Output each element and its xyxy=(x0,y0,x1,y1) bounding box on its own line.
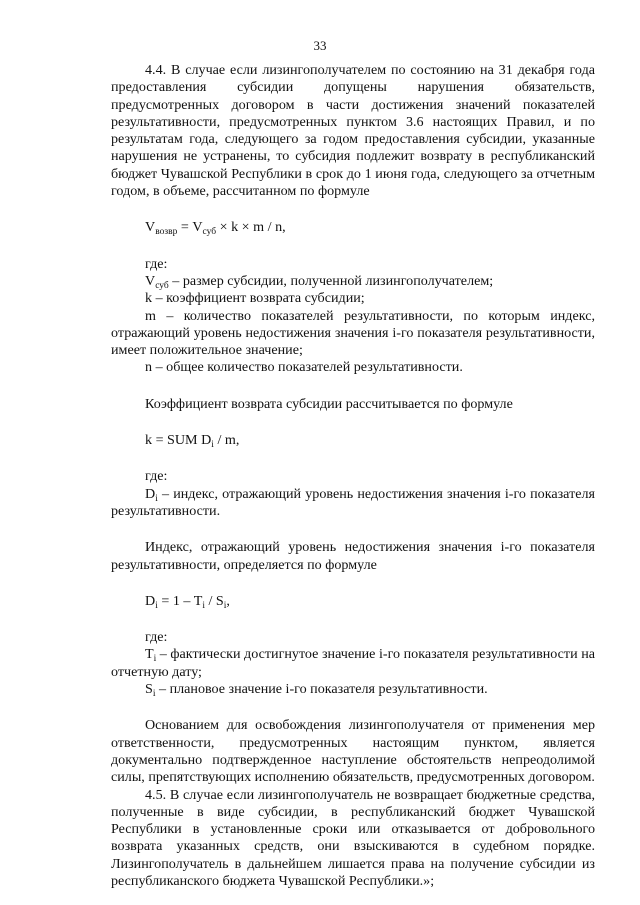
definition-v-sub: $V_{суб}$ – размер субсидии, полученной лизингополучателем; xyxy=(145,272,494,291)
definition-d: $D_i$ – индекс, отражающий уровень недостижения значения i-го показателя результативности. xyxy=(111,485,595,519)
document-body xyxy=(111,62,595,890)
formula-index: $D_i = 1 - T_i / S_i$, xyxy=(145,592,230,611)
definition-s: $S_i$ – плановое значение i-го показателя результативности. xyxy=(145,681,488,700)
definition-n: n – общее количество показателей результативности. xyxy=(145,359,463,376)
paragraph-4-4: 4.4. В случае если лизингополучателем по состоянию на 31 декабря года предоставления субсидии допущены нарушения обязательств, предусмотренных договором в части достижения значений показателей результативности, предусмотренных пунктом 3.6 настоящих Правил, и по результатам года, следующего за годом предоставления субсидии, указанные нарушения не устранены, то субсидия подлежит возврату в республиканский бюджет Чувашской Республики в срок до 1 июня года, следующего за отчетным годом, в объеме, рассчитанном по формуле xyxy=(111,62,595,200)
where-label: где: xyxy=(145,255,168,272)
coefficient-intro: Коэффициент возврата субсидии рассчитывается по формуле xyxy=(145,395,513,412)
page-number: 33 xyxy=(313,38,327,53)
formula-coefficient: k = SUM $D_i$ / m, xyxy=(145,432,240,451)
definition-k: k – коэффициент возврата субсидии; xyxy=(145,290,365,307)
force-majeure-paragraph: Основанием для освобождения лизингополучателя от применения мер ответственности, предусмотренных настоящим пунктом, является документально подтвержденное наступление обстоятельств непреодолимой силы, препятствующих исполнению обязательств, предусмотренных договором. xyxy=(111,717,595,786)
where-label: где: xyxy=(145,629,168,646)
where-label: где: xyxy=(145,468,168,485)
definition-m: m – количество показателей результативности, по которым индекс, отражающий уровень недостижения значения i-го показателя результативности, имеет положительное значение; xyxy=(111,307,595,359)
definition-t: $T_i$ – фактически достигнутое значение i-го показателя результативности на отчетную дату; xyxy=(111,646,595,680)
paragraph-4-5: 4.5. В случае если лизингополучатель не возвращает бюджетные средства, полученные в виде субсидии, в республиканский бюджет Чувашской Республики в установленные сроки или отказывается от добровольного возврата указанных средств, они взыскиваются в судебном порядке. Лизингополучатель в дальнейшем лишается права на получение субсидии из республиканского бюджета Чувашской Республики.»; xyxy=(111,786,595,889)
formula-return-volume: $V_{возвр} = V_{суб} \times k \times m / n$, xyxy=(145,219,286,238)
index-intro: Индекс, отражающий уровень недостижения значения i-го показателя результативности, определяется по формуле xyxy=(111,539,595,573)
